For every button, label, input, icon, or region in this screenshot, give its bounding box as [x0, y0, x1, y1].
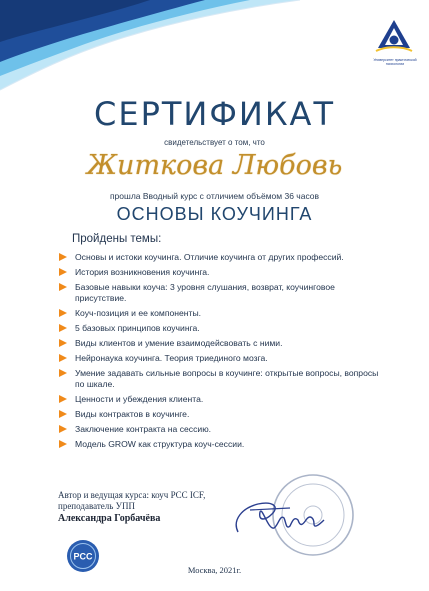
topic-text: Ценности и убеждения клиента. — [75, 394, 204, 404]
topics-title: Пройдены темы: — [72, 233, 162, 245]
bullet-arrow-icon — [59, 309, 67, 317]
topic-text: Виды клиентов и умение взаимодейсвовать с ними. — [75, 338, 283, 348]
bullet-arrow-icon — [59, 283, 67, 291]
topic-text: Модель GROW как структура коуч-сессии. — [75, 439, 245, 449]
topic-text: Нейронаука коучинга. Теория триединого мозга. — [75, 353, 268, 363]
topic-item — [57, 252, 387, 263]
topic-item — [57, 282, 387, 304]
topics-list — [57, 252, 387, 454]
certificate-title: СЕРТИФИКАТ — [94, 95, 335, 133]
bullet-arrow-icon — [59, 369, 67, 377]
course-name: ОСНОВЫ КОУЧИНГА — [116, 204, 313, 224]
topic-text: Базовые навыки коуча: 3 уровня слушания, возврат, коучинговое присутствие. — [75, 282, 335, 303]
certificate-subtitle: свидетельствует о том, что — [164, 138, 265, 147]
signature-icon — [228, 492, 328, 542]
place-date: Москва, 2021г. — [187, 565, 242, 575]
author-name: Александра Горбачёва — [58, 513, 161, 524]
topic-text: 5 базовых принципов коучинга. — [75, 323, 200, 333]
bullet-arrow-icon — [59, 354, 67, 362]
author-role-line: Автор и ведущая курса: коуч PCC ICF, — [58, 490, 206, 500]
logo-caption: Университет практической психологии — [373, 58, 417, 66]
topic-item — [57, 409, 387, 420]
bullet-arrow-icon — [59, 253, 67, 261]
topic-item — [57, 267, 387, 278]
recipient-name: Житкова Любовь — [86, 150, 343, 181]
topic-item — [57, 368, 387, 390]
bullet-arrow-icon — [59, 425, 67, 433]
topic-item — [57, 424, 387, 435]
bullet-arrow-icon — [59, 440, 67, 448]
topic-text: Коуч-позиция и ее компоненты. — [75, 308, 202, 318]
author-position-line: преподаватель УПП — [58, 501, 135, 511]
topic-item — [57, 439, 387, 450]
bullet-arrow-icon — [59, 268, 67, 276]
university-logo-icon — [370, 18, 418, 58]
topic-item — [57, 338, 387, 349]
topic-text: История возникновения коучинга. — [75, 267, 210, 277]
topic-text: Умение задавать сильные вопросы в коучинге: открытые вопросы, вопросы по шкале. — [75, 368, 379, 389]
topic-item — [57, 323, 387, 334]
bullet-arrow-icon — [59, 395, 67, 403]
topic-item — [57, 353, 387, 364]
bullet-arrow-icon — [59, 324, 67, 332]
pcc-badge-label: PCC — [73, 551, 93, 562]
topic-item — [57, 308, 387, 319]
bullet-arrow-icon — [59, 410, 67, 418]
topic-text: Основы и истоки коучинга. Отличие коучинга от других профессий. — [75, 252, 344, 262]
topic-item — [57, 394, 387, 405]
topic-text: Заключение контракта на сессию. — [75, 424, 212, 434]
bullet-arrow-icon — [59, 339, 67, 347]
course-note: прошла Вводный курс с отличием объёмом 36 часов — [109, 191, 320, 201]
topic-text: Виды контрактов в коучинге. — [75, 409, 190, 419]
header-wave-decoration — [0, 0, 429, 92]
